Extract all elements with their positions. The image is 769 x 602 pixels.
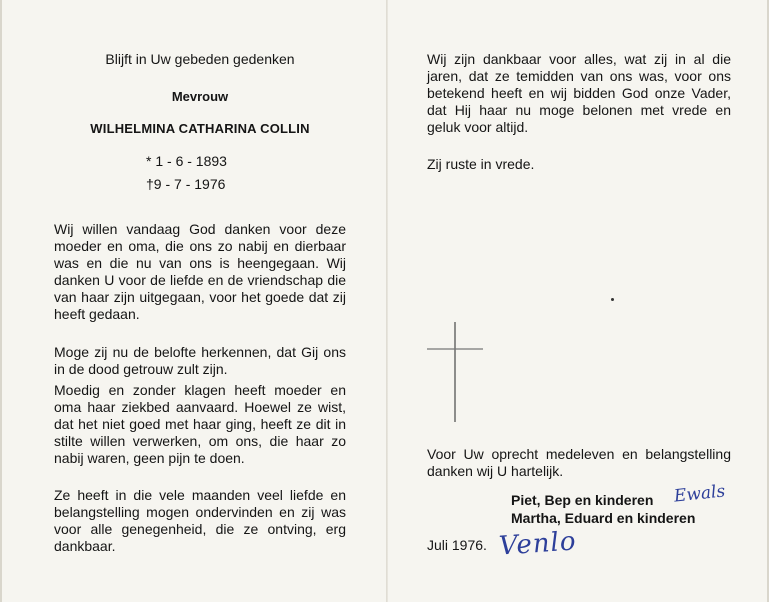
cross-symbol-icon xyxy=(427,322,487,424)
card-fold xyxy=(386,0,388,602)
handwritten-surname: Ewals xyxy=(673,481,727,507)
deceased-name: WILHELMINA CATHARINA COLLIN xyxy=(90,121,310,136)
death-line xyxy=(146,176,225,192)
paragraph-2: Moge zij nu de belofte herkennen, dat Gij ons in de dood getrouw zult zijn. xyxy=(54,344,346,377)
cross-icon: † xyxy=(146,176,154,192)
handwritten-place: Venlo xyxy=(498,526,578,562)
gratitude-paragraph: Wij zijn dankbaar voor alles, wat zij in al die jaren, dat ze temidden van ons was, voor ons betekend heeft en wij bidden God onze Vader, dat Hij haar nu moge belonen met vrede en geluk voor altijd. xyxy=(427,51,731,135)
paper-speck xyxy=(611,298,614,301)
thanks-paragraph: Voor Uw oprecht medeleven en belangstelling danken wij U hartelijk. xyxy=(427,446,731,479)
birth-star-icon: * xyxy=(146,153,152,169)
paragraph-1: Wij willen vandaag God danken voor deze moeder en oma, die ons zo nabij en dierbaar was en die nu van ons is heengegaan. Wij danken U voor de liefde en de vriendschap die van haar zijn uitgegaan, voor het goede dat zij heeft gedaan. xyxy=(54,221,346,322)
date-line: Juli 1976. xyxy=(427,537,487,553)
family-line-2: Martha, Eduard en kinderen xyxy=(511,510,696,526)
salutation: Mevrouw xyxy=(171,89,229,104)
paragraph-3: Moedig en zonder klagen heeft moeder en oma haar ziekbed aanvaard. Hoewel ze wist, dat het niet goed met haar ging, heeft ze dit in stilte willen verwerken, om ons, die haar zo nabij waren, geen pijn te doen. xyxy=(54,382,346,466)
family-line-1: Piet, Bep en kinderen xyxy=(511,492,654,508)
paragraph-4: Ze heeft in die vele maanden veel liefde en belangstelling mogen ondervinden en zij was voor alle genegenheid, die ze ontving, erg dankbaar. xyxy=(54,487,346,554)
death-date: 9 - 7 - 1976 xyxy=(153,176,226,192)
intro-line: Blijft in Uw gebeden gedenken xyxy=(105,51,295,67)
rest-in-peace: Zij ruste in vrede. xyxy=(427,156,535,172)
birth-date: 1 - 6 - 1893 xyxy=(155,153,227,169)
birth-line xyxy=(146,153,227,169)
